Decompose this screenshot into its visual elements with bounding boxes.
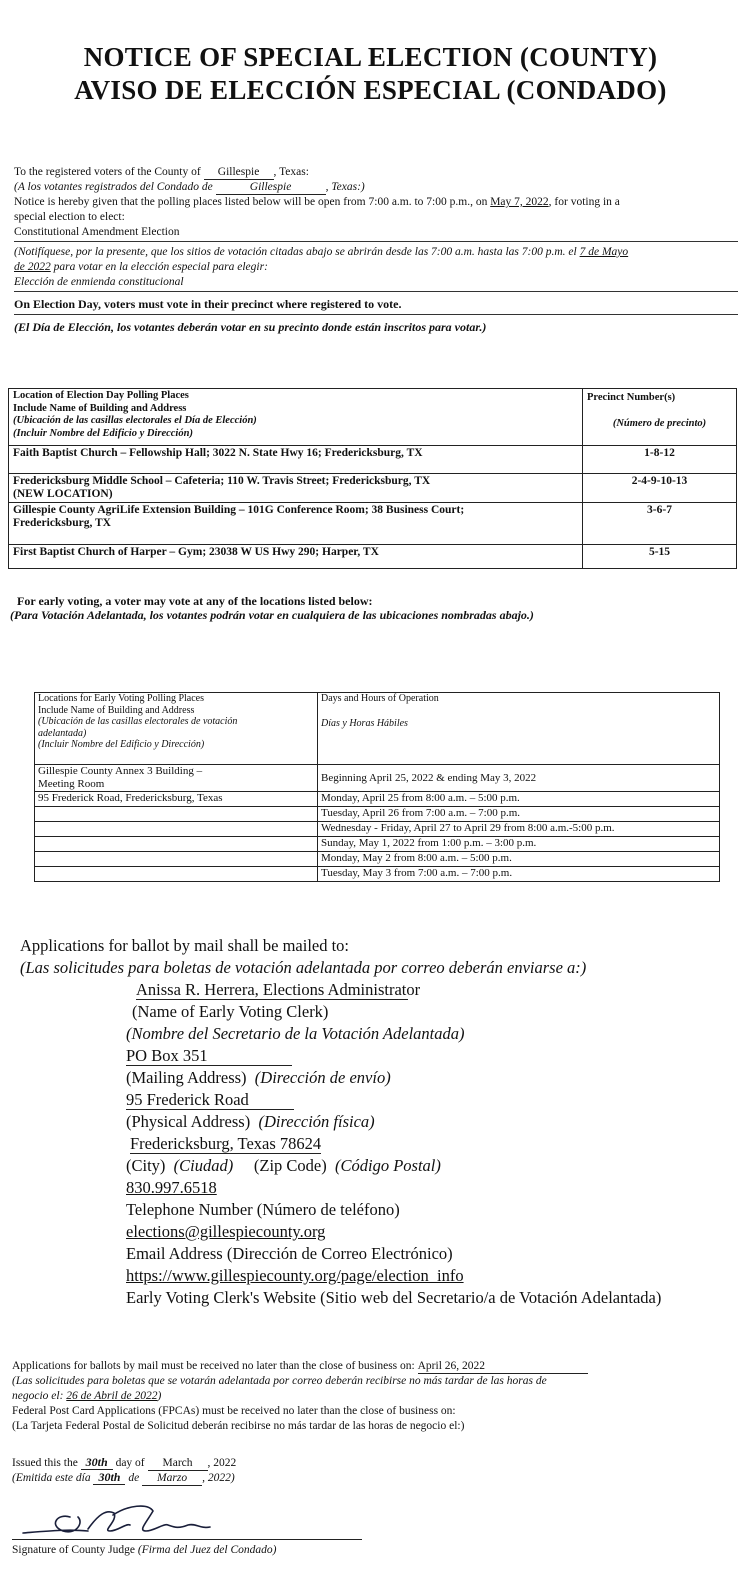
notice-es-line-1: (Notifíquese, por la presente, que los sitios de votación citadas abajo se abrirán desde las 7:00 a.m. hasta las 7:00 p.m. el 7 de Mayo <box>14 246 629 258</box>
title-english: NOTICE OF SPECIAL ELECTION (COUNTY) <box>83 42 658 72</box>
table-row: First Baptist Church of Harper – Gym; 23038 W US Hwy 290; Harper, TX 5-15 <box>9 545 737 569</box>
abbm-deadline-es: (Las solicitudes para boletas que se votarán adelantada por correo deberán recibirse no más tardar de las horas de <box>12 1375 547 1387</box>
ev-header-location: Locations for Early Voting Polling Places Include Name of Building and Address (Ubicación de las casillas electorales de votación adelantada) (Incluir Nombre del Edificio y Dirección) <box>35 693 318 765</box>
clerk-label-es: (Nombre del Secretario de la Votación Adelantada) <box>126 1024 465 1043</box>
website-link[interactable]: https://www.gillespiecounty.org/page/election_info <box>126 1266 464 1285</box>
mailing-label: (Mailing Address) (Dirección de envío) <box>126 1068 391 1087</box>
table-row: Gillespie County Annex 3 Building – Meeting Room Beginning April 25, 2022 & ending May 3, 2022 <box>35 765 720 792</box>
table-row: 95 Frederick Road, Fredericksburg, Texas Monday, April 25 from 8:00 a.m. – 5:00 p.m. <box>35 792 720 807</box>
table-header-location: Location of Election Day Polling Places Include Name of Building and Address (Ubicación de las casillas electorales el Día de Elección) (Incluir Nombre del Edificio y Dirección) <box>9 389 583 446</box>
early-voting-intro: For early voting, a voter may vote at any of the locations listed below: <box>17 594 373 608</box>
abbm-date: April 26, 2022 <box>418 1360 588 1374</box>
election-day-rule: On Election Day, voters must vote in their precinct where registered to vote. <box>14 297 402 311</box>
website-label: Early Voting Clerk's Website (Sitio web del Secretario/a de Votación Adelantada) <box>126 1288 662 1307</box>
mail-heading-es: (Las solicitudes para boletas de votación adelantada por correo deberán enviarse a:) <box>20 958 587 977</box>
ev-header-hours: Days and Hours of Operation Días y Horas Hábiles <box>318 693 720 765</box>
election-name: Constitutional Amendment Election <box>14 226 180 238</box>
notice-line-2: special election to elect: <box>14 211 125 223</box>
physical-address: 95 Frederick Road <box>126 1089 294 1111</box>
issued-month: March <box>148 1457 208 1471</box>
mailing-address: PO Box 351 <box>126 1045 292 1067</box>
issued-line-es: (Emitida este día 30th de Marzo , 2022) <box>12 1470 235 1484</box>
fpca-deadline: Federal Post Card Applications (FPCAs) must be received no later than the close of business on: <box>12 1405 456 1417</box>
early-voting-table <box>34 692 720 882</box>
city-zip-label: (City) (Ciudad) (Zip Code) (Código Postal) <box>126 1156 441 1175</box>
table-row: Faith Baptist Church – Fellowship Hall; 3022 N. State Hwy 16; Fredericksburg, TX 1-8-12 <box>9 446 737 474</box>
phone-number: 830.997.6518 <box>126 1178 217 1197</box>
early-voting-intro-es: (Para Votación Adelantada, los votantes podrán votar en cualquiera de las ubicaciones nombradas abajo.) <box>10 608 534 622</box>
judge-signature <box>18 1495 238 1545</box>
phone-label: Telephone Number (Número de teléfono) <box>126 1200 400 1219</box>
table-row: Fredericksburg Middle School – Cafeteria; 110 W. Travis Street; Fredericksburg, TX (NEW LOCATION) 2-4-9-10-13 <box>9 474 737 503</box>
table-header-precinct: Precinct Number(s) (Número de precinto) <box>583 389 737 446</box>
city-zip: Fredericksburg, Texas 78624 <box>130 1134 322 1153</box>
notice-es-line-2: de 2022 para votar en la elección especial para elegir: <box>14 261 268 273</box>
email-address[interactable]: elections@gillespiecounty.org <box>126 1222 326 1241</box>
election-name-es: Elección de enmienda constitucional <box>14 276 184 288</box>
clerk-label: (Name of Early Voting Clerk) <box>132 1002 329 1021</box>
clerk-name: Anissa R. Herrera, Elections Administrator <box>136 980 421 999</box>
notice-line-1: Notice is hereby given that the polling places listed below will be open from 7:00 a.m. to 7:00 p.m., on May 7, 2022, for voting in a <box>14 196 620 208</box>
table-row: Monday, May 2 from 8:00 a.m. – 5:00 p.m. <box>35 852 720 867</box>
issued-day: 30th <box>81 1456 113 1470</box>
signature-label: Signature of County Judge (Firma del Juez del Condado) <box>12 1544 277 1556</box>
table-row: Wednesday - Friday, April 27 to April 29 from 8:00 a.m.-5:00 p.m. <box>35 822 720 837</box>
email-label: Email Address (Dirección de Correo Electrónico) <box>126 1244 453 1263</box>
table-row: Gillespie County AgriLife Extension Building – 101G Conference Room; 38 Business Court; Fredericksburg, TX 3-6-7 <box>9 503 737 545</box>
abbm-deadline: Applications for ballots by mail must be received no later than the close of business on: April 26, 2022 <box>12 1359 588 1374</box>
to-voters-line-es: (A los votantes registrados del Condado de Gillespie , Texas:) <box>14 181 365 193</box>
election-day-rule-es: (El Día de Elección, los votantes deberán votar en su precinto donde están inscritos para votar.) <box>14 320 487 334</box>
table-row: Tuesday, April 26 from 7:00 a.m. – 7:00 p.m. <box>35 807 720 822</box>
to-voters-line: To the registered voters of the County of Gillespie , Texas: <box>14 166 309 178</box>
title-spanish: AVISO DE ELECCIÓN ESPECIAL (CONDADO) <box>74 75 667 105</box>
abbm-deadline-es-2: negocio el: 26 de Abril de 2022) <box>12 1390 162 1402</box>
physical-label: (Physical Address) (Dirección física) <box>126 1112 375 1131</box>
table-row: Sunday, May 1, 2022 from 1:00 p.m. – 3:00 p.m. <box>35 837 720 852</box>
table-row: Tuesday, May 3 from 7:00 a.m. – 7:00 p.m. <box>35 867 720 882</box>
mail-heading: Applications for ballot by mail shall be mailed to: <box>20 936 350 955</box>
election-date: May 7, 2022 <box>490 196 549 208</box>
issued-line: Issued this the 30th day of March , 2022 <box>12 1455 237 1469</box>
fpca-deadline-es: (La Tarjeta Federal Postal de Solicitud deberán recibirse no más tardar de las horas de negocio el:) <box>12 1420 465 1432</box>
county-name: Gillespie <box>204 166 274 180</box>
election-day-table <box>8 388 737 569</box>
